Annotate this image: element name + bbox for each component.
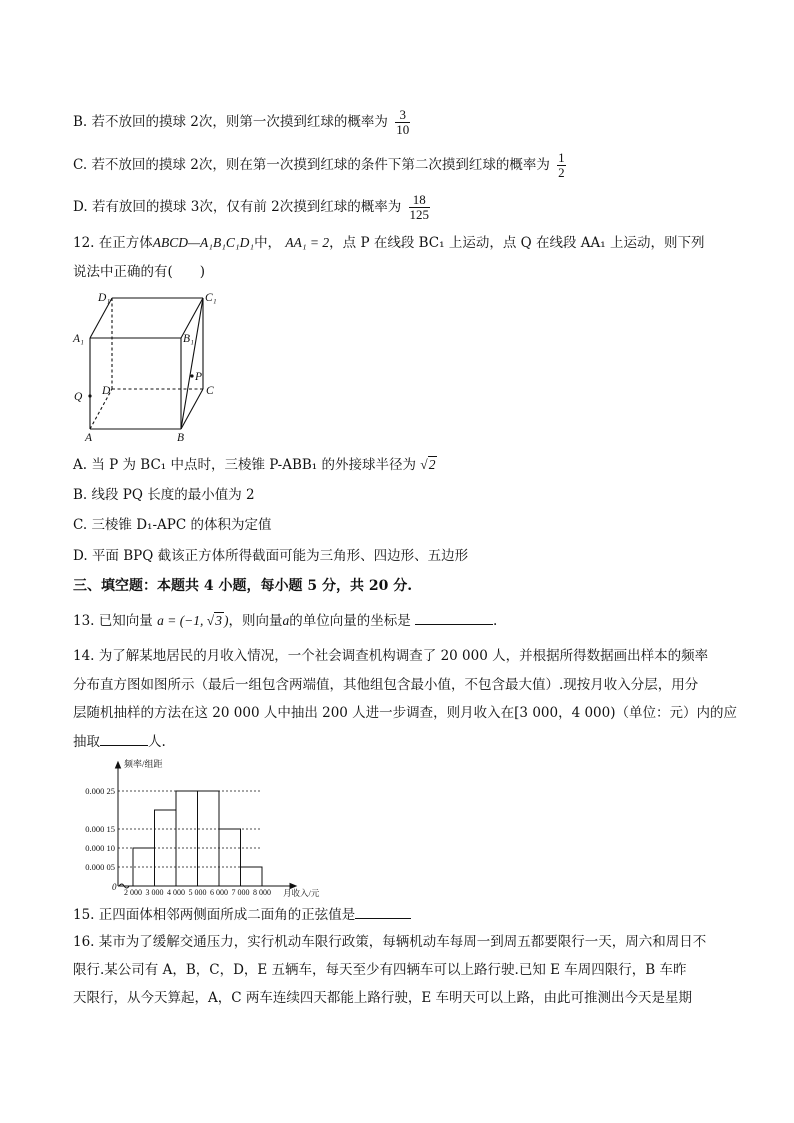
question-13	[73, 610, 497, 631]
stem-text: 为了解某地居民的月收入情况，一个社会调查机构调查了 20 000 人，并根据所得数据画出样本的频率	[98, 648, 709, 664]
origin-label: 0	[112, 882, 117, 892]
option-12-d	[73, 546, 468, 566]
stem-text: 分布直方图如图所示（最后一组包含两端值，其他组包含最小值，不包含最大值）.现按月收入分层，用分	[73, 677, 699, 693]
question-14-line2	[73, 675, 698, 695]
fraction-denominator: 125	[409, 207, 429, 222]
edge-a1-d1	[90, 298, 112, 338]
fraction-numerator: 1	[558, 150, 565, 165]
sqrt-radicand: 2	[428, 457, 436, 472]
vector-a: a	[282, 613, 290, 628]
option-label: B.	[73, 487, 88, 503]
y-tick-label: 0.000 15	[85, 824, 115, 834]
label-d1: D₁	[98, 292, 111, 304]
question-number: 13.	[73, 613, 95, 629]
sqrt-expression: √2	[420, 457, 436, 472]
answer-blank[interactable]	[415, 610, 493, 625]
option-12-a	[73, 455, 437, 475]
option-text: 若不放回的摸球 2次，则第一次摸到红球的概率为	[91, 114, 388, 130]
option-11-d	[73, 193, 430, 222]
option-text: 若有放回的摸球 3次，仅有前 2次摸到红球的概率为	[91, 199, 402, 215]
cube-figure	[70, 288, 220, 446]
option-12-c	[73, 515, 271, 535]
fraction	[395, 108, 410, 137]
histogram-bar	[219, 829, 241, 886]
question-number: 12.	[73, 235, 95, 251]
stem-text: 限行.某公司有 A，B，C，D，E 五辆车，每天至少有四辆车可以上路行驶.已知 E 车周四限行，B 车昨	[73, 962, 687, 978]
stem-text: 天限行，从今天算起，A，C 两车连续四天都能上路行驶，E 车明天可以上路，由此可推测出今天是星期	[73, 990, 693, 1006]
x-tick-label: 4 000	[167, 888, 185, 897]
cube-name: ABCD—A₁B₁C₁D₁	[152, 235, 255, 250]
fraction-denominator: 2	[558, 165, 565, 180]
option-label: B.	[73, 114, 88, 130]
question-12-stem	[73, 233, 704, 253]
stem-text: .	[493, 613, 498, 629]
x-axis-label: 月收入/元	[283, 888, 320, 898]
question-14-line1	[73, 646, 708, 666]
stem-text: 抽取	[73, 734, 100, 750]
x-tick-label: 2 000	[124, 888, 142, 897]
x-tick-label: 8 000	[253, 888, 271, 897]
question-number: 16.	[73, 934, 95, 950]
stem-text: ，点 P 在线段 BC₁ 上运动，点 Q 在线段 AA₁ 上运动，则下列	[329, 235, 705, 251]
option-text: 线段 PQ 长度的最小值为 2	[91, 487, 255, 503]
question-number: 14.	[73, 648, 95, 664]
label-b1: B₁	[183, 333, 195, 345]
label-q: Q	[74, 391, 83, 403]
question-16-line3	[73, 988, 692, 1008]
question-14-line4	[73, 731, 166, 752]
stem-text: 层随机抽样的方法在这 20 000 人中抽出 200 人进一步调查，则月收入在[3 000，4 000)（单位：元）内的应	[73, 705, 737, 721]
question-15	[73, 904, 411, 925]
histogram-bar	[241, 867, 263, 886]
label-a: A	[85, 432, 93, 444]
histogram-bar	[155, 810, 177, 886]
label-c1: C₁	[205, 292, 217, 304]
x-tick-label: 7 000	[231, 888, 250, 897]
answer-blank[interactable]	[355, 904, 411, 919]
vector-a: a	[157, 613, 164, 628]
question-16-line1	[73, 932, 706, 952]
fraction	[409, 193, 431, 222]
y-tick-label: 0.000 10	[85, 843, 115, 853]
point-p	[190, 374, 193, 377]
stem-text: 已知向量	[98, 613, 153, 629]
histogram-bar	[176, 791, 198, 886]
stem-text: 某市为了缓解交通压力，实行机动车限行政策，每辆机动车每周一到周五都要限行一天，周六和周日不	[98, 934, 707, 950]
y-axis-label: 频率/组距	[124, 759, 163, 769]
vector-close: )	[223, 613, 229, 628]
fraction	[557, 151, 566, 180]
label-a1: A₁	[73, 333, 85, 345]
section-heading: 三、填空题：本题共 4 小题，每小题 5 分，共 20 分.	[73, 578, 413, 594]
histogram-bar	[198, 791, 220, 886]
point-q	[88, 394, 91, 397]
sqrt-radicand: 3	[215, 613, 222, 628]
option-11-b	[73, 108, 410, 137]
stem-text: 正四面体相邻两侧面所成二面角的正弦值是	[98, 907, 356, 923]
stem-text: 人.	[148, 734, 166, 750]
option-label: C.	[73, 517, 88, 533]
question-14-line3	[73, 703, 737, 723]
question-12-stem-line2	[73, 262, 205, 282]
option-label: D.	[73, 199, 88, 215]
vector-value: = (−1,	[163, 613, 207, 628]
question-number: 15.	[73, 907, 95, 923]
option-text: 三棱锥 D₁-APC 的体积为定值	[91, 517, 272, 533]
answer-blank[interactable]	[100, 731, 148, 746]
option-label: C.	[73, 157, 88, 173]
fraction-numerator: 3	[399, 107, 406, 122]
label-b: B	[177, 432, 185, 444]
option-12-b	[73, 485, 255, 505]
fraction-numerator: 18	[412, 192, 426, 207]
label-c: C	[206, 385, 214, 397]
x-tick-label: 6 000	[210, 888, 228, 897]
x-tick-label: 5 000	[188, 888, 207, 897]
stem-text: 中，	[254, 235, 282, 251]
question-16-line2	[73, 960, 687, 980]
option-label: D.	[73, 548, 88, 564]
sqrt-expression: √3	[206, 613, 222, 628]
y-axis-arrow	[116, 762, 121, 768]
label-d: D	[102, 385, 111, 397]
option-text: 平面 BPQ 截该正方体所得截面可能为三角形、四边形、五边形	[91, 548, 469, 564]
label-p: P	[195, 371, 203, 383]
option-label: A.	[73, 457, 88, 473]
option-text: 当 P 为 BC₁ 中点时，三棱锥 P-ABB₁ 的外接球半径为	[91, 457, 421, 473]
frequency-histogram	[70, 758, 330, 898]
stem-text: 说法中正确的有( )	[73, 264, 206, 280]
condition: AA₁ = 2	[285, 235, 330, 250]
y-tick-label: 0.000 25	[85, 786, 115, 796]
stem-text: ，则向量	[228, 613, 283, 629]
stem-text: 在正方体	[98, 235, 153, 251]
y-tick-label: 0.000 05	[85, 862, 115, 872]
x-tick-label: 3 000	[145, 888, 164, 897]
option-text: 若不放回的摸球 2次，则在第一次摸到红球的条件下第二次摸到红球的概率为	[91, 157, 550, 173]
option-11-c	[73, 151, 566, 180]
fraction-denominator: 10	[396, 122, 410, 137]
stem-text: 的单位向量的坐标是	[289, 613, 411, 629]
